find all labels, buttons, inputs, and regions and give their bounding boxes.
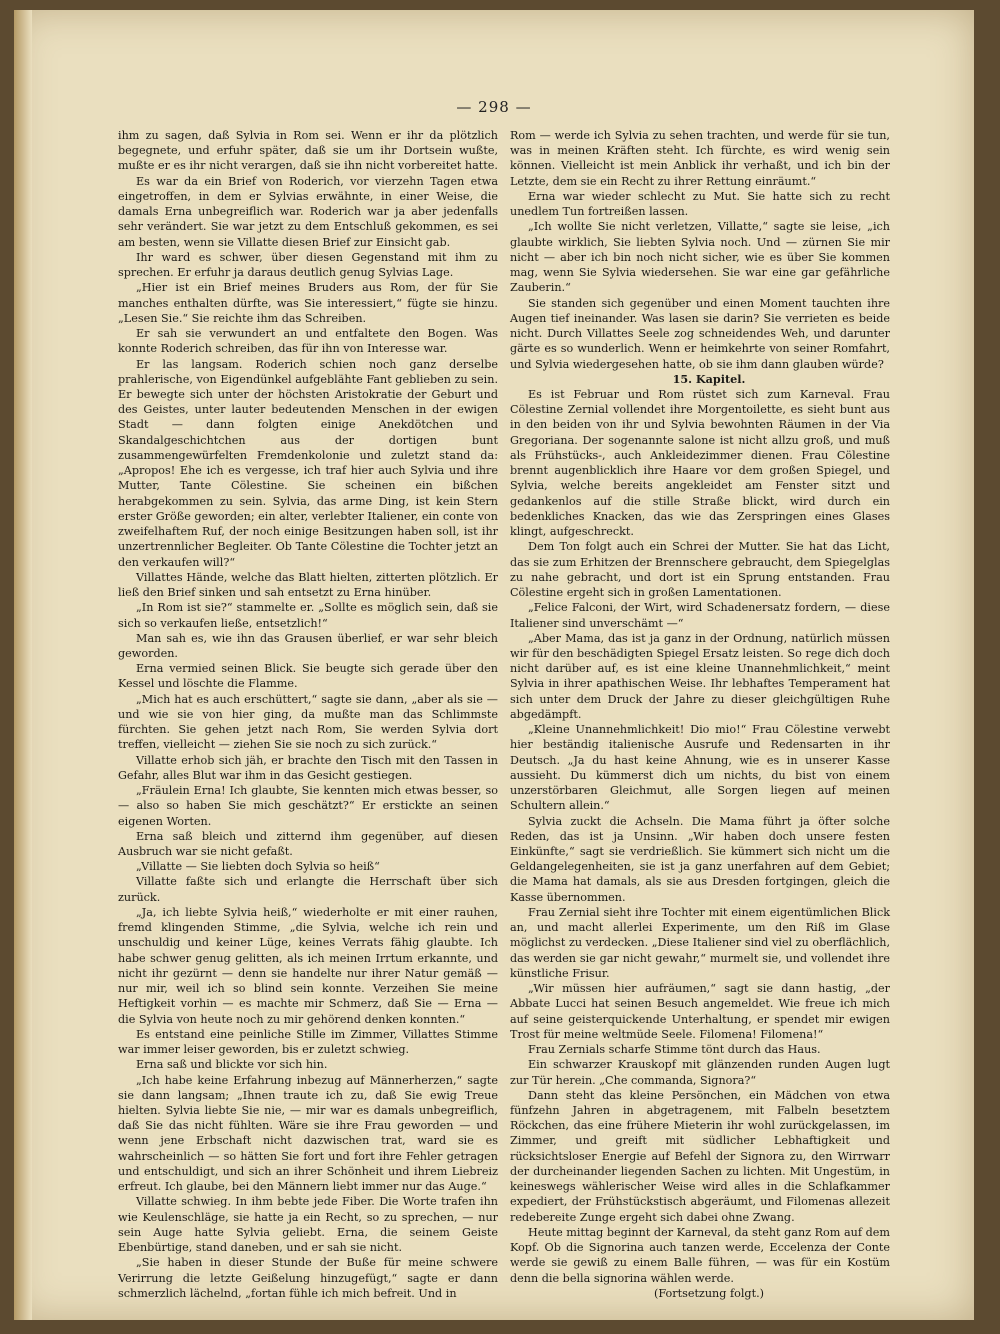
paragraph: „Ich habe keine Erfahrung inbezug auf Männerherzen,“ sagte sie dann langsam; „Ihnen traute ich zu, daß Sie ewig Treue hielten. Sylvia liebte Sie nie, — mir war es damals unbegreiflich, daß Sie das nicht fühlten. Wäre sie ihre Frau geworden — und wenn jene Erbschaft nicht dazwischen trat, ward sie es wahrscheinlich — so hätten Sie fort und fort ihre Fehler getragen und entschuldigt, und sich an ihrer Schönheit und ihrem Liebreiz erfreut. Ich glaube, bei den Männern liebt immer nur das Auge.“ <box>118 1073 498 1194</box>
paragraph: „Mich hat es auch erschüttert,“ sagte sie dann, „aber als sie — und wie sie von hier ging, da mußte man das Schlimmste fürchten. Sie gehen jetzt nach Rom, Sie werden Sylvia dort treffen, vielleicht — ziehen Sie sie noch zu sich zurück.“ <box>118 692 498 752</box>
paragraph: „Aber Mama, das ist ja ganz in der Ordnung, natürlich müssen wir für den beschädigten Spiegel Ersatz leisten. So rege dich doch nicht darüber auf, es ist eine kleine Unannehmlichkeit,“ meint Sylvia in ihrer apathischen Weise. Ihr lebhaftes Temperament hat sich unter dem Druck der Jahre zu dieser gleichgültigen Ruhe abgedämpft. <box>510 631 890 721</box>
paragraph: Erna war wieder schlecht zu Mut. Sie hatte sich zu recht unedlem Tun fortreißen lassen. <box>510 189 890 219</box>
paragraph: „Villatte — Sie liebten doch Sylvia so heiß“ <box>136 860 380 874</box>
paragraph: „Felice Falconi, der Wirt, wird Schadenersatz fordern, — diese Italiener sind unverschämt —“ <box>510 601 890 630</box>
paragraph: Erna vermied seinen Blick. Sie beugte sich gerade über den Kessel und löschte die Flamme. <box>118 662 498 691</box>
paragraph: Er las langsam. Roderich schien noch ganz derselbe prahlerische, von Eigendünkel aufgeblähte Fant geblieben zu sein. Er bewegte sich unter der höchsten Aristokratie der Geburt und des Geistes, unter lauter bedeutenden Menschen in der ewigen Stadt — dann folgten einige Anekdötchen und Skandalgeschichtchen aus der dortigen bunt zusammengewürfelten Fremdenkolonie und zuletzt stand da: „Apropos! Ehe ich es vergesse, ich traf hier auch Sylvia und ihre Mutter, Tante Cölestine. Sie scheinen ein bißchen herabgekommen zu sein. Sylvia, das arme Ding, ist kein Stern erster Größe geworden; ein alter, verlebter Italiener, ein conte von zweifelhaftem Ruf, der noch einige Besitzungen haben soll, ist ihr unzertrennlicher Begleiter. Ob Tante Cölestine die Tochter jetzt an den verkaufen will?“ <box>118 357 498 569</box>
paragraph: Villatte schwieg. In ihm bebte jede Fiber. Die Worte trafen ihn wie Keulenschläge, sie hatte ja ein Recht, so zu sprechen, — nur sein Auge hatte Sylvia geliebt. Erna, die seinem Geiste Ebenbürtige, stand daneben, und er sah sie nicht. <box>118 1195 498 1255</box>
paragraph: Heute mittag beginnt der Karneval, da steht ganz Rom auf dem Kopf. Ob die Signorina auch tanzen werde, Eccelenza der Conte werde sie gewiß zu einem Balle führen, — was für ein Kostüm denn die bella signorina wählen werde. <box>510 1225 890 1285</box>
newspaper-page <box>14 10 974 1320</box>
paragraph: Frau Zernial sieht ihre Tochter mit einem eigentümlichen Blick an, und macht allerlei Experimente, um den Riß im Glase möglichst zu verdecken. „Diese Italiener sind viel zu oberflächlich, das werden sie gar nicht gewahr,“ murmelt sie, und vollendet ihre künstliche Frisur. <box>510 905 890 980</box>
paragraph: Erna saß bleich und zitternd ihm gegenüber, auf diesen Ausbruch war sie nicht gefaßt. <box>118 829 498 859</box>
paragraph: Sylvia zuckt die Achseln. Die Mama führt ja öfter solche Reden, das ist ja Unsinn. „Wir haben doch unsere festen Einkünfte,“ sagt sie verdrießlich. Sie kümmert sich nicht um die Geldangelegenheiten, sie ist ja ganz unerfahren auf dem Gebiet; die Mama hat damals, als sie aus Dresden fortgingen, gleich die Kasse übernommen. <box>510 814 890 904</box>
paragraph: „Sie haben in dieser Stunde der Buße für meine schwere Verirrung die letzte Geißelung hinzugefügt,“ sagte er dann schmerzlich lächelnd, „fortan fühle ich mich befreit. Und in <box>118 1256 498 1300</box>
continuation-note: (Fortsetzung folgt.) <box>653 1286 764 1300</box>
right-column-after-chapter <box>510 387 890 1286</box>
paragraph: „Wir müssen hier aufräumen,“ sagt sie dann hastig, „der Abbate Lucci hat seinen Besuch angemeldet. Wie freue ich mich auf seine geisterquickende Unterhaltung, er spendet mir ewigen Trost für meine weltmüde Seele. Filomena! Filomena!“ <box>510 982 890 1041</box>
paragraph: Frau Zernials scharfe Stimme tönt durch das Haus. <box>528 1043 821 1057</box>
paragraph: „Ja, ich liebte Sylvia heiß,“ wiederholte er mit einer rauhen, fremd klingenden Stimme, „die Sylvia, welche ich rein und unschuldig und keiner Lüge, keines Verrats fähig glaubte. Ich habe schwer genug gelitten, als ich meinen Irrtum erkannte, und nicht ihr gezürnt — denn sie handelte nur ihrer Natur gemäß — nur mir, weil ich so blind sein konnte. Verzeihen Sie meine Heftigkeit vorhin — es machte mir Schmerz, daß Sie — Erna — die Sylvia von heute noch zu mir gehörend denken konnten.“ <box>118 905 498 1026</box>
paragraph: Es ist Februar und Rom rüstet sich zum Karneval. Frau Cölestine Zernial vollendet ihre Morgentoilette, es sieht bunt aus in den beiden von ihr und Sylvia bewohnten Räumen in der Via Gregoriana. Der sogenannte salone ist nicht allzu groß, und muß als Frühstücks-, auch Ankleidezimmer dienen. Frau Cölestine brennt augenblicklich ihre Haare vor dem großen Spiegel, und Sylvia, welche bereits angekleidet am Fenster sitzt und gedankenlos auf die stille Straße blickt, wird durch ein bedenkliches Knacken, das wie das Zerspringen eines Glases klingt, aufgeschreckt. <box>510 387 890 539</box>
paragraph: „Kleine Unannehmlichkeit! Dio mio!“ Frau Cölestine verwebt hier beständig italienische Ausrufe und Redensarten in ihr Deutsch. „Ja du hast keine Ahnung, wie es in unserer Kasse aussieht. Du kümmerst dich um nichts, du bist von einem unzerstörbaren Gleichmut, alle Sorgen liegen auf meinen Schultern allein.“ <box>510 723 890 813</box>
paragraph: „Fräulein Erna! Ich glaubte, Sie kennten mich etwas besser, so — also so haben Sie mich geschätzt?“ Er erstickte an seinen eigenen Worten. <box>118 784 498 828</box>
paragraph: Villattes Hände, welche das Blatt hielten, zitterten plötzlich. Er ließ den Brief sinken und sah entsetzt zu Erna hinüber. <box>118 570 498 600</box>
paragraph: „Ich wollte Sie nicht verletzen, Villatte,“ sagte sie leise, „ich glaubte wirklich, Sie liebten Sylvia noch. Und — zürnen Sie mir nicht — aber ich bin noch nicht sicher, wie es über Sie kommen mag, wenn Sie Sylvia wiedersehen. Sie war eine gar gefährliche Zauberin.“ <box>510 220 890 295</box>
paragraph: Ein schwarzer Krauskopf mit glänzenden runden Augen lugt zur Tür herein. „Che commanda, Signora?“ <box>510 1058 890 1087</box>
paragraph: Es entstand eine peinliche Stille im Zimmer, Villattes Stimme war immer leiser geworden, bis er zuletzt schwieg. <box>118 1027 498 1057</box>
paragraph: Ihr ward es schwer, über diesen Gegenstand mit ihm zu sprechen. Er erfuhr ja daraus deutlich genug Sylvias Lage. <box>118 250 498 280</box>
paragraph: Dem Ton folgt auch ein Schrei der Mutter. Sie hat das Licht, das sie zum Erhitzen der Brennschere gebraucht, dem Spiegelglas zu nahe gebracht, und dort ist ein Sprung entstanden. Frau Cölestine ergeht sich in großen Lamentationen. <box>510 540 890 600</box>
page-spine-shadow <box>14 10 32 1320</box>
paragraph: „In Rom ist sie?“ stammelte er. „Sollte es möglich sein, daß sie sich so verkaufen ließe, entsetzlich!“ <box>118 601 498 630</box>
left-column <box>118 128 498 1301</box>
paragraph: Man sah es, wie ihn das Grausen überlief, er war sehr bleich geworden. <box>118 631 498 660</box>
paragraph: Rom — werde ich Sylvia zu sehen trachten, und werde für sie tun, was in meinen Kräften steht. Ich fürchte, es wird wenig sein können. Vielleicht ist mein Anblick ihr verhaßt, und ich bin der Letzte, dem sie ein Recht zu ihrer Rettung einräumt.“ <box>510 129 890 188</box>
paragraph: Sie standen sich gegenüber und einen Moment tauchten ihre Augen tief ineinander. Was lasen sie darin? Sie verrieten es beide nicht. Durch Villattes Seele zog schneidendes Weh, und darunter gärte es so wunderlich. Wenn er heimkehrte von seiner Romfahrt, und Sylvia wiedergesehen hatte, ob sie ihm dann glauben würde? <box>510 296 890 371</box>
right-column-before-chapter <box>510 128 890 372</box>
paragraph: Villatte erhob sich jäh, er brachte den Tisch mit den Tassen in Gefahr, alles Blut war ihm in das Gesicht gestiegen. <box>118 753 498 782</box>
paragraph: Villatte faßte sich und erlangte die Herrschaft über sich zurück. <box>118 875 498 904</box>
paragraph: Erna saß und blickte vor sich hin. <box>136 1058 328 1072</box>
paragraph: Er sah sie verwundert an und entfaltete den Bogen. Was konnte Roderich schreiben, das für ihn von Interesse war. <box>118 327 498 356</box>
chapter-heading: 15. Kapitel. <box>672 371 746 386</box>
paragraph: Dann steht das kleine Persönchen, ein Mädchen von etwa fünfzehn Jahren in abgetragenem, mit Falbeln besetztem Röckchen, das eine frühere Mieterin ihr wohl zurückgelassen, im Zimmer, und greift mit südlicher Lebhaftigkeit und rücksichtsloser Energie auf Befehl der Signora zu, den Wirrwarr der durcheinander liegenden Sachen zu lichten. Mit Ungestüm, in keineswegs wählerischer Weise wird alles in die Schlafkammer expediert, der Frühstückstisch abgeräumt, und Filomenas allezeit redebereite Zunge ergeht sich dabei ohne Zwang. <box>510 1088 890 1224</box>
paragraph: ihm zu sagen, daß Sylvia in Rom sei. Wenn er ihr da plötzlich begegnete, und erfuhr später, daß sie um ihr Dortsein wußte, mußte er es ihr nicht verargen, daß sie ihn nicht vorbereitet hatte. <box>118 129 498 173</box>
paragraph: „Hier ist ein Brief meines Bruders aus Rom, der für Sie manches enthalten dürfte, was Sie interessiert,“ fügte sie hinzu. „Lesen Sie.“ Sie reichte ihm das Schreiben. <box>118 281 498 325</box>
right-column <box>510 128 890 1301</box>
page-number: — 298 — <box>456 98 532 116</box>
paragraph: Es war da ein Brief von Roderich, vor vierzehn Tagen etwa eingetroffen, in dem er Sylvias erwähnte, in einer Weise, die damals Erna unbegreiflich war. Roderich war ja aber jedenfalls sehr verändert. Sie war jetzt zu dem Entschluß gekommen, es sei am besten, wenn sie Villatte diesen Brief zur Einsicht gab. <box>118 174 498 249</box>
